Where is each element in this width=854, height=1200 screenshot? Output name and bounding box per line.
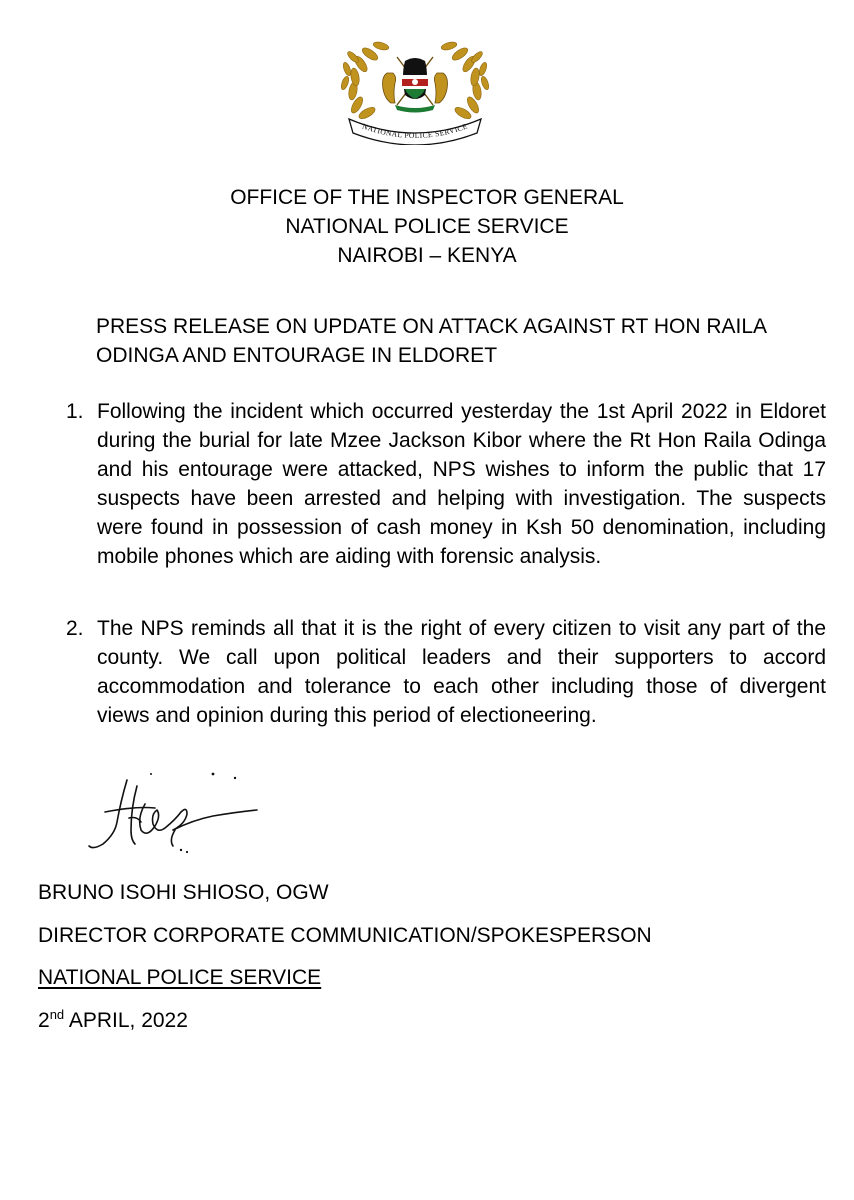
paragraph-number: 2. [66, 617, 84, 640]
date-rest: APRIL, 2022 [64, 1009, 188, 1032]
date-suffix: nd [49, 1007, 65, 1022]
paragraph-text: The NPS reminds all that it is the right of every citizen to visit any part of the county. We call upon political leaders and their supporters to accord accommodation and tolerance to each other including those of divergent views and opinion during this period of electioneering. [97, 617, 826, 727]
national-police-service-emblem-icon [335, 35, 495, 145]
letterhead [0, 183, 854, 270]
date-day: 2 [38, 1009, 50, 1032]
paragraph-2 [66, 614, 826, 730]
signer-name: BRUNO ISOHI SHIOSO, OGW [38, 881, 329, 904]
signer-organization: NATIONAL POLICE SERVICE [38, 966, 322, 989]
release-date [38, 1007, 188, 1035]
paragraph-text: Following the incident which occurred yesterday the 1st April 2022 in Eldoret during the burial for late Mzee Jackson Kibor where the Rt Hon Raila Odinga and his entourage were attacked, NPS wishes to inform the public that 17 suspects have been arrested and helping with investigation. The suspects were found in possession of cash money in Ksh 50 denomination, including mobile phones which are aiding with forensic analysis. [97, 400, 826, 568]
letterhead-location: NAIROBI – KENYA [337, 244, 517, 267]
signature-icon [85, 768, 275, 863]
paragraph-number: 1. [66, 400, 84, 423]
emblem-ribbon-text: NATIONAL POLICE SERVICE [361, 121, 469, 141]
paragraph-1 [66, 397, 826, 571]
press-release-title: PRESS RELEASE ON UPDATE ON ATTACK AGAINST RT HON RAILA ODINGA AND ENTOURAGE IN ELDORET [96, 315, 766, 367]
letterhead-service: NATIONAL POLICE SERVICE [285, 215, 569, 238]
signer-position: DIRECTOR CORPORATE COMMUNICATION/SPOKESPERSON [38, 924, 652, 947]
letterhead-office: OFFICE OF THE INSPECTOR GENERAL [230, 186, 624, 209]
